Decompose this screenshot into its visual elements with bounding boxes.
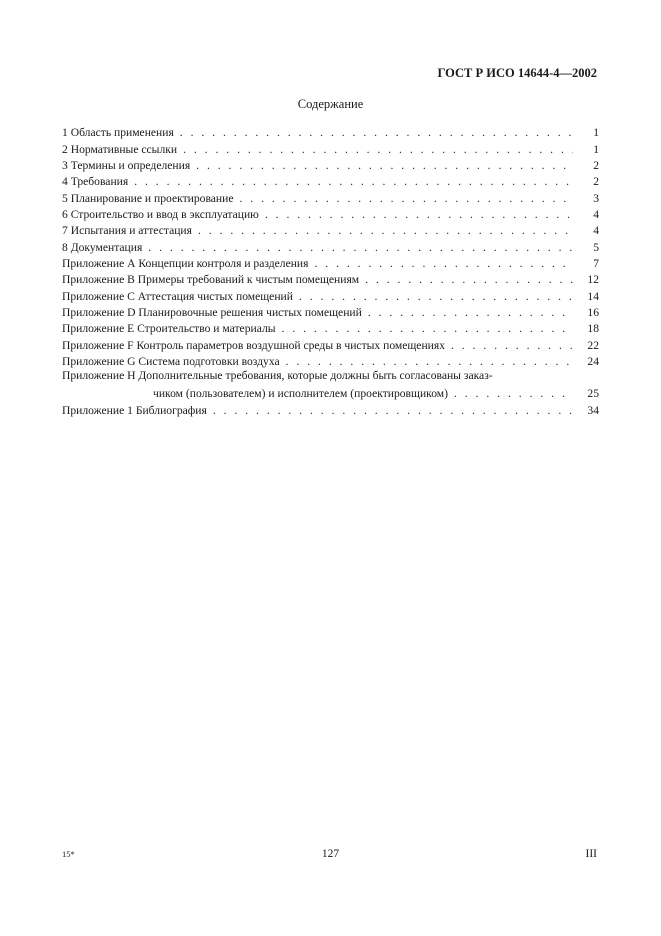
toc-entry[interactable] bbox=[62, 206, 599, 222]
toc-entry-label: 2 Нормативные ссылки bbox=[62, 142, 178, 156]
toc-entry-label: 4 Требования bbox=[62, 175, 129, 189]
toc-entry-label: 8 Документация bbox=[62, 240, 143, 254]
toc-entry-page: 2 bbox=[593, 159, 599, 173]
roman-page-number: III bbox=[585, 848, 597, 860]
toc-entry-page: 34 bbox=[587, 403, 599, 417]
toc-entry-label-line1: Приложение Н Дополнительные требования, которые должны быть согласованы заказ- bbox=[62, 369, 493, 383]
toc-entry-label: 3 Термины и определения bbox=[62, 159, 191, 173]
toc-entry[interactable] bbox=[62, 255, 599, 271]
toc-entry-page: 18 bbox=[587, 322, 599, 336]
toc-entry-page: 4 bbox=[593, 208, 599, 222]
toc-leader-dots bbox=[368, 306, 573, 320]
toc-leader-dots bbox=[196, 159, 573, 173]
toc-leader-dots bbox=[286, 355, 573, 369]
toc-leader-dots bbox=[134, 175, 573, 189]
toc-leader-dots bbox=[265, 208, 573, 222]
toc-entry-second-line bbox=[62, 385, 599, 401]
toc-entry[interactable] bbox=[62, 140, 599, 156]
toc-entry[interactable] bbox=[62, 320, 599, 336]
toc-leader-dots bbox=[365, 273, 573, 287]
toc-entry-page: 2 bbox=[593, 175, 599, 189]
toc-entry-page: 22 bbox=[587, 338, 599, 352]
toc-entry-page: 4 bbox=[593, 224, 599, 238]
toc-entry-label: 1 Область применения bbox=[62, 126, 174, 140]
toc-leader-dots bbox=[183, 143, 573, 157]
toc-entry[interactable] bbox=[62, 271, 599, 287]
toc-entry-label: Приложение В Примеры требований к чистым помещениям bbox=[62, 273, 360, 287]
toc-leader-dots bbox=[314, 257, 573, 271]
page-number: 127 bbox=[321, 848, 340, 860]
toc-leader-dots bbox=[299, 290, 573, 304]
toc-entry[interactable] bbox=[62, 353, 599, 369]
toc-entry-label: Приложение 1 Библиография bbox=[62, 403, 207, 417]
toc-entry-page: 1 bbox=[593, 126, 599, 140]
toc-entry-label: Приложение А Концепции контроля и разделения bbox=[62, 257, 309, 271]
toc-entry-page: 14 bbox=[587, 289, 599, 303]
toc-leader-dots bbox=[198, 224, 573, 238]
toc-entry-label: Приложение G Система подготовки воздуха bbox=[62, 355, 280, 369]
table-of-contents bbox=[62, 124, 599, 418]
toc-leader-dots bbox=[282, 322, 573, 336]
toc-entry-page: 12 bbox=[587, 273, 599, 287]
toc-entry-appendix-h[interactable] bbox=[62, 369, 599, 401]
toc-entry-label: 6 Строительство и ввод в эксплуатацию bbox=[62, 208, 259, 222]
toc-entry-page: 3 bbox=[593, 191, 599, 205]
toc-leader-dots bbox=[454, 387, 573, 401]
toc-entry[interactable] bbox=[62, 336, 599, 352]
toc-entry-label: 5 Планирование и проектирование bbox=[62, 191, 234, 205]
toc-entry-label-line2: чиком (пользователем) и исполнителем (проектировщиком) bbox=[153, 387, 448, 401]
toc-title: Содержание bbox=[297, 97, 364, 111]
toc-entry-page: 25 bbox=[587, 387, 599, 401]
toc-entry-page: 7 bbox=[593, 257, 599, 271]
toc-entry-label: Приложение С Аттестация чистых помещений bbox=[62, 289, 293, 303]
toc-entry-page: 1 bbox=[593, 142, 599, 156]
toc-entry[interactable] bbox=[62, 157, 599, 173]
toc-entry-page: 5 bbox=[593, 240, 599, 254]
toc-entry[interactable] bbox=[62, 287, 599, 303]
toc-leader-dots bbox=[180, 126, 573, 140]
toc-leader-dots bbox=[213, 404, 573, 418]
toc-entry[interactable] bbox=[62, 189, 599, 205]
toc-entry[interactable] bbox=[62, 304, 599, 320]
toc-leader-dots bbox=[239, 192, 573, 206]
toc-entry[interactable] bbox=[62, 124, 599, 140]
toc-entry[interactable] bbox=[62, 401, 599, 417]
toc-entry-label: Приложение F Контроль параметров воздушной среды в чистых помещениях bbox=[62, 338, 445, 352]
toc-entry-page: 24 bbox=[587, 355, 599, 369]
toc-entry-label: Приложение D Планировочные решения чистых помещений bbox=[62, 306, 362, 320]
toc-entry[interactable] bbox=[62, 173, 599, 189]
toc-leader-dots bbox=[148, 241, 573, 255]
toc-entry-label: Приложение Е Строительство и материалы bbox=[62, 322, 276, 336]
toc-entry-label: 7 Испытания и аттестация bbox=[62, 224, 192, 238]
toc-entry[interactable] bbox=[62, 238, 599, 254]
toc-leader-dots bbox=[451, 339, 573, 353]
toc-entry-page: 16 bbox=[587, 306, 599, 320]
document-code: ГОСТ Р ИСО 14644-4—2002 bbox=[437, 66, 597, 80]
toc-entry[interactable] bbox=[62, 222, 599, 238]
signature-mark: 15* bbox=[62, 849, 75, 859]
